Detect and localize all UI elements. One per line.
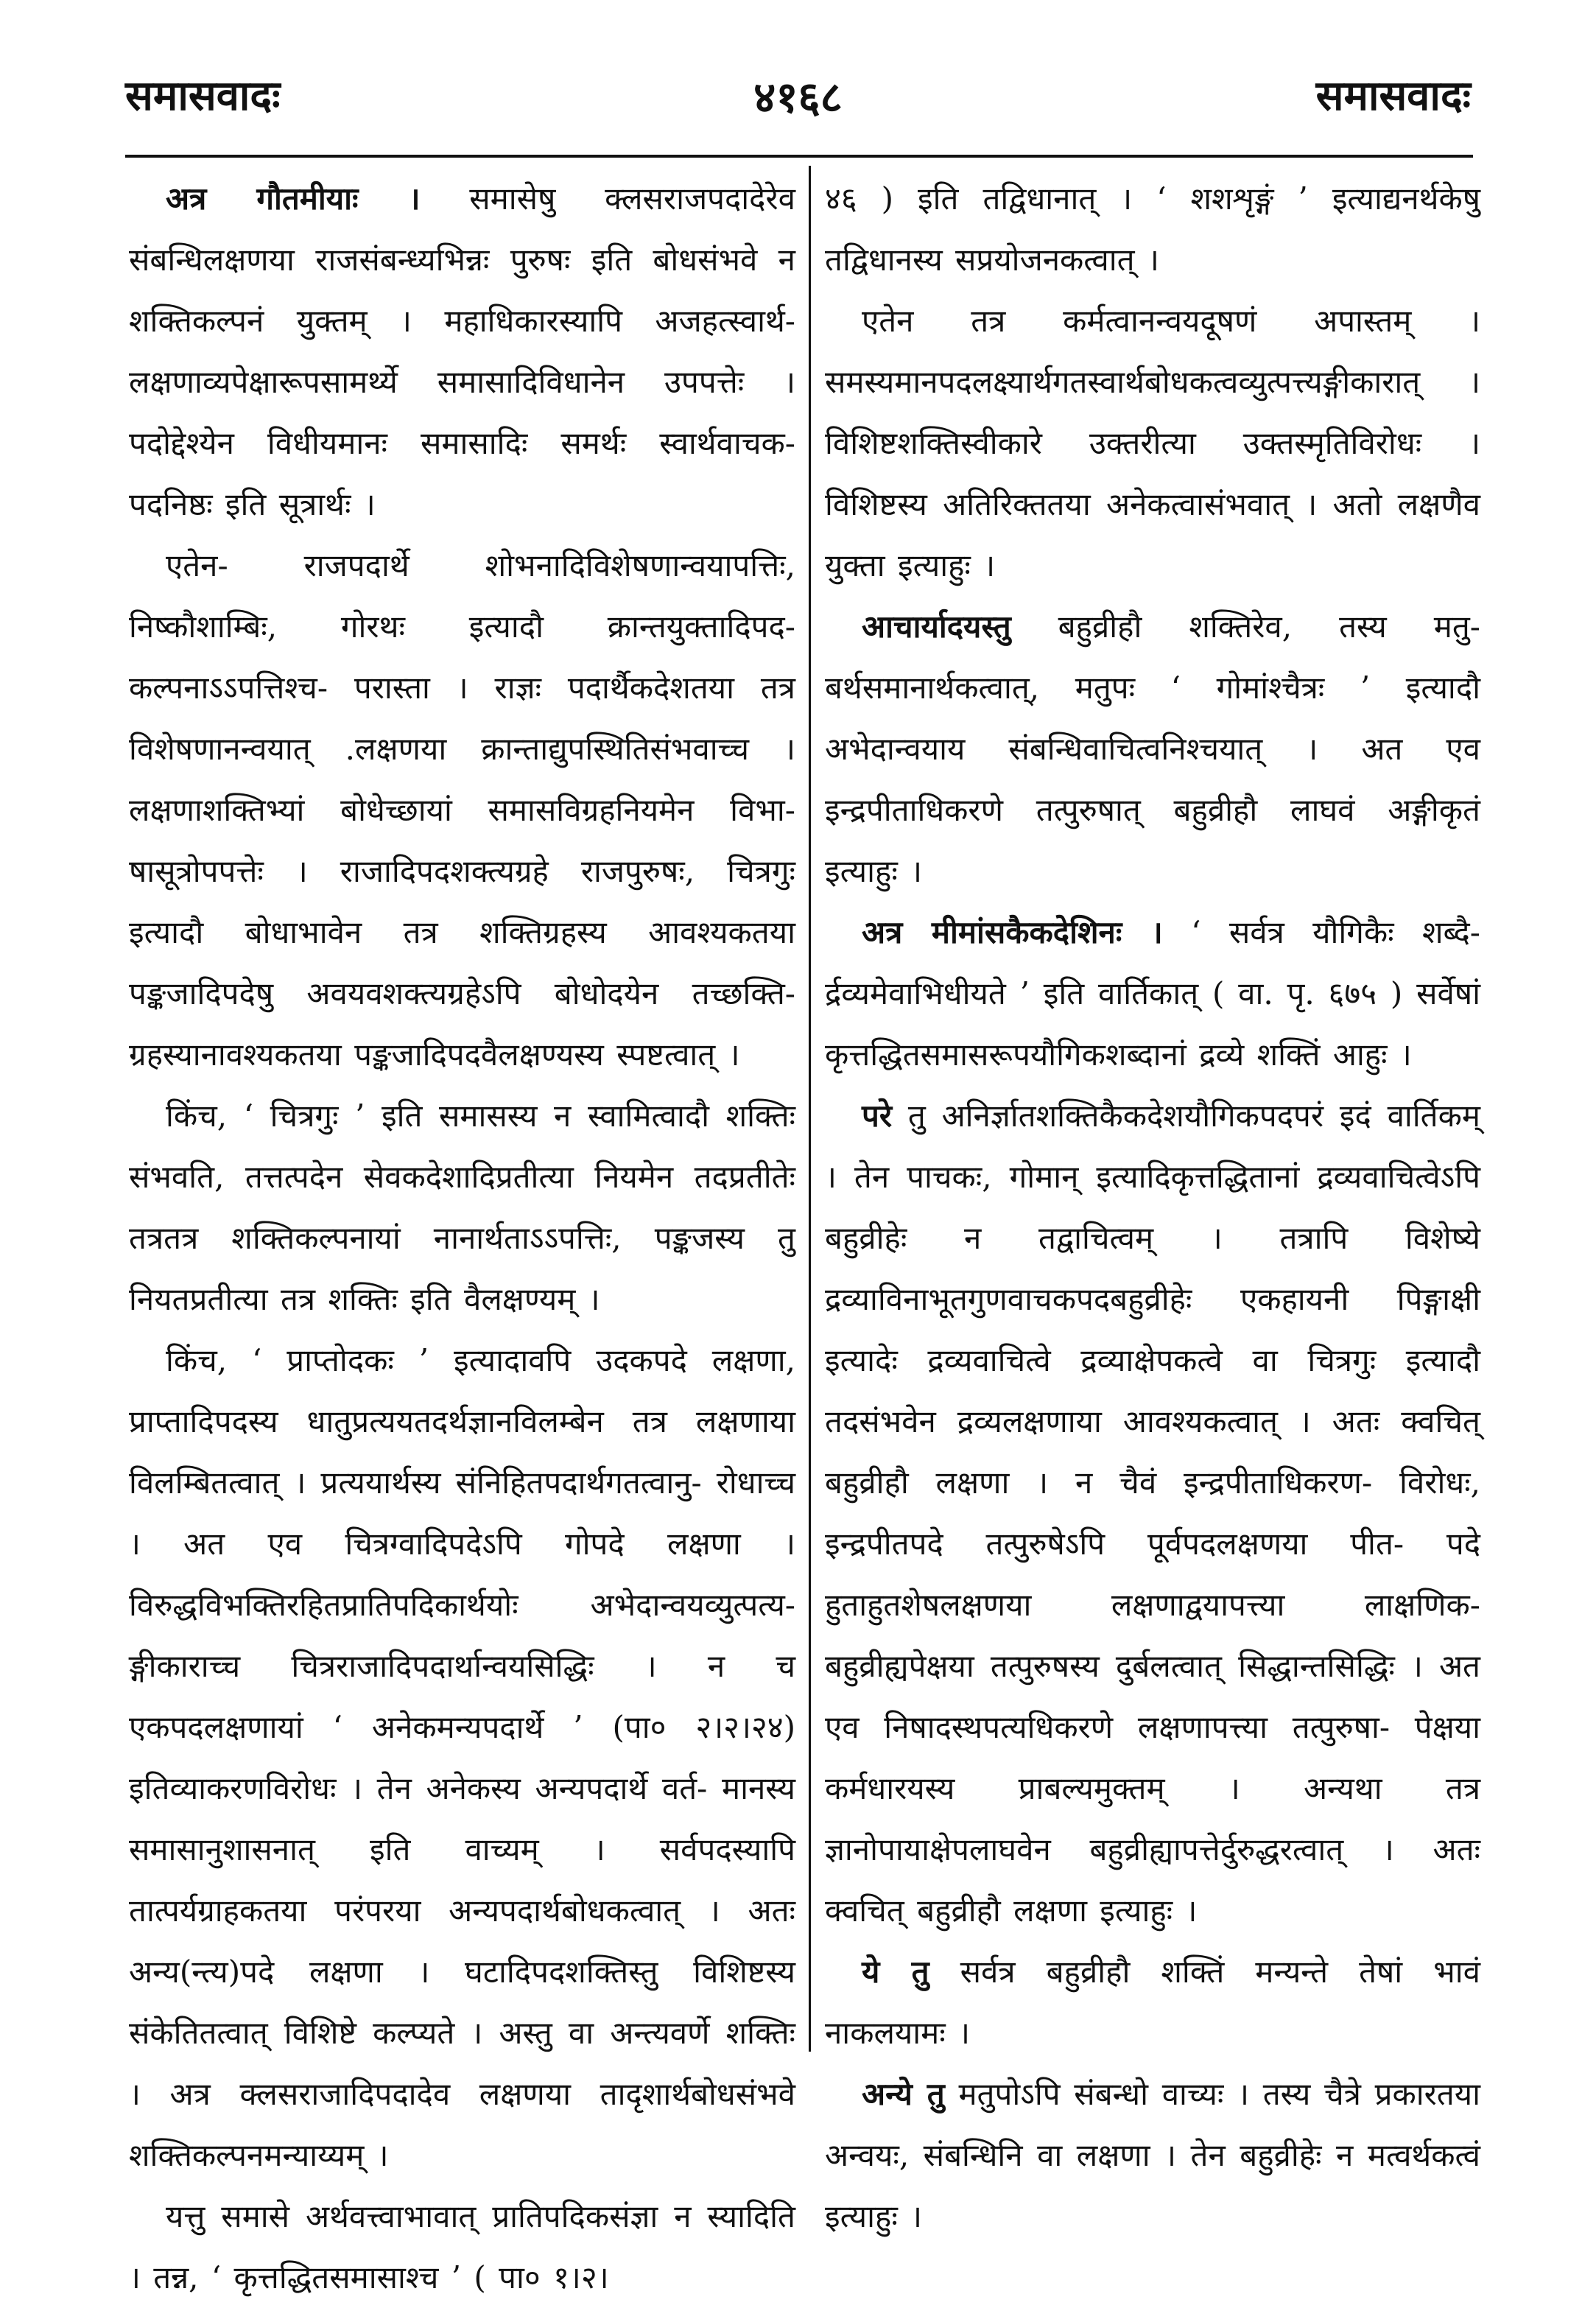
page-number: ४१६८ — [753, 72, 843, 122]
paragraph — [825, 1941, 1480, 2063]
paragraph-text: बहुव्रीहौ शक्तिरेव, तस्य मतु- बर्थसमानार्थकत्वात्, मतुपः ‘ गोमांश्चैत्रः ’ इत्यादौ अभेदान्वयाय संबन्धिवाचित्वनिश्चयात् । अत एव इन्द्रपीताधिकरणे तत्पुरुषात् बहुव्रीहौ लाघवं अङ्गीकृतं इत्याहुः । — [825, 608, 1480, 889]
paragraph — [825, 290, 1480, 596]
paragraph-lead: आचार्यादयस्तु — [862, 608, 1011, 645]
paragraph-lead: अत्र गौतमीयाः । — [166, 180, 421, 217]
paragraph-lead: परे — [862, 1098, 893, 1134]
column-divider — [809, 166, 811, 2052]
paragraph — [825, 902, 1480, 1085]
paragraph-text: तु अनिर्ज्ञातशक्तिकैकदेशयौगिकपदपरं इदं वार्तिकम् । तेन पाचकः, गोमान् इत्यादिकृत्तद्धितानां द्रव्यवाचित्वेऽपि बहुव्रीहेः न तद्वाचित्वम् । तत्रापि विशेष्ये द्रव्याविनाभूतगुणवाचकपदबहुव्रीहेः एकहायनी पिङ्गाक्षी इत्यादेः द्रव्यवाचित्वे द्रव्याक्षेपकत्वे वा चित्रगुः इत्यादौ तदसंभवेन द्रव्यलक्षणाया आवश्यकत्वात् । अतः क्वचित् बहुव्रीहौ लक्षणा । न चैवं इन्द्रपीताधिकरण- विरोधः, इन्द्रपीतपदे तत्पुरुषेऽपि पूर्वपदलक्षणया पीत- पदे हुताहुतशेषलक्षणया लक्षणाद्वयापत्त्या लाक्षणिक- बहुव्रीह्यपेक्षया तत्पुरुषस्य दुर्बलत्वात् सिद्धान्तसिद्धिः । अत एव निषादस्थपत्यधिकरणे लक्षणापत्त्या तत्पुरुषा- पेक्षया कर्मधारयस्य प्राबल्यमुक्तम् । अन्यथा तत्र ज्ञानोपायाक्षेपलाघवेन बहुव्रीह्यापत्तेर्दुरुद्धरत्वात् । अतः क्वचित् बहुव्रीहौ लक्षणा इत्याहुः । — [825, 1098, 1480, 1929]
paragraph-text: एतेन- राजपदार्थे शोभनादिविशेषणान्वयापत्तिः, निष्कौशाम्बिः, गोरथः इत्यादौ क्रान्तयुक्तादिपद- कल्पनाऽऽपत्तिश्च- परास्ता । राज्ञः पदार्थैकदेशतया तत्र विशेषणानन्वयात् .लक्षणया क्रान्ताद्युपस्थितिसंभवाच्च । लक्षणाशक्तिभ्यां बोधेच्छायां समासविग्रहनियमेन विभा- षासूत्रोपपत्तेः । राजादिपदशक्त्यग्रहे राजपुरुषः, चित्रगुः इत्यादौ बोधाभावेन तत्र शक्तिग्रहस्य आवश्यकतया पङ्कजादिपदेषु अवयवशक्त्यग्रहेऽपि बोधोदयेन तच्छक्ति- ग्रहस्यानावश्यकतया पङ्कजादिपदवैलक्षण्यस्य स्पष्टत्वात् । — [129, 547, 795, 1073]
paragraph — [825, 596, 1480, 902]
paragraph — [825, 2063, 1480, 2247]
right-column — [825, 168, 1480, 2247]
paragraph-text: ४६ ) इति तद्विधानात् । ‘ शशशृङ्गं ’ इत्याद्यनर्थकेषु तद्विधानस्य सप्रयोजनकत्वात् । — [825, 180, 1480, 278]
paragraph-lead: अन्ये तु — [862, 2076, 945, 2112]
paragraph-text: सर्वत्र बहुव्रीहौ शक्तिं मन्यन्ते तेषां भावं नाकलयामः । — [825, 1954, 1480, 2051]
paragraph — [129, 168, 795, 535]
left-column — [129, 168, 795, 2308]
paragraph-text: ‘ सर्वत्र यौगिकैः शब्दै- र्द्रव्यमेवाभिधीयते ’ इति वार्तिकात् ( वा. पृ. ६७५ ) सर्वेषां कृत्तद्धितसमासरूपयौगिकशब्दानां द्रव्ये शक्तिं आहुः । — [825, 914, 1480, 1073]
paragraph-lead: अत्र मीमांसकैकदेशिनः । — [862, 914, 1163, 950]
paragraph-text: किंच, ‘ प्राप्तोदकः ’ इत्यादावपि उदकपदे लक्षणा, प्राप्तादिपदस्य धातुप्रत्ययतदर्थज्ञानविलम्बेन तत्र लक्षणाया विलम्बितत्वात् । प्रत्ययार्थस्य संनिहितपदार्थगतत्वानु- रोधाच्च । अत एव चित्रग्वादिपदेऽपि गोपदे लक्षणा । विरुद्धविभक्तिरहितप्रातिपदिकार्थयोः अभेदान्वयव्युत्पत्य- ङ्गीकाराच्च चित्रराजादिपदार्थान्वयसिद्धिः । न च एकपदलक्षणायां ‘ अनेकमन्यपदार्थे ’ (पा० २।२।२४) इतिव्याकरणविरोधः । तेन अनेकस्य अन्यपदार्थे वर्त- मानस्य समासानुशासनात् इति वाच्यम् । सर्वपदस्यापि तात्पर्यग्राहकतया परंपरया अन्यपदार्थबोधकत्वात् । अतः अन्य(न्त्य)पदे लक्षणा । घटादिपदशक्तिस्तु विशिष्टस्य संकेतितत्वात् विशिष्टे कल्प्यते । अस्तु वा अन्त्यवर्णे शक्तिः । अत्र क्लसराजादिपदादेव लक्षणया तादृशार्थबोधसंभवे शक्तिकल्पनमन्याय्यम् । — [129, 1342, 795, 2173]
paragraph-text: एतेन तत्र कर्मत्वानन्वयदूषणं अपास्तम् । समस्यमानपदलक्ष्यार्थगतस्वार्थबोधकत्वव्युत्पत्त्यङ्गीकारात् । विशिष्टशक्तिस्वीकारे उक्तरीत्या उक्तस्मृतिविरोधः । विशिष्टस्य अतिरिक्ततया अनेकत्वासंभवात् । अतो लक्षणैव युक्ता इत्याहुः । — [825, 303, 1480, 583]
paragraph-text: समासेषु क्लसराजपदादेरेव संबन्धिलक्षणया राजसंबन्ध्यभिन्नः पुरुषः इति बोधसंभवे न शक्तिकल्पनं युक्तम् । महाधिकारस्यापि अजहत्स्वार्थ- लक्षणाव्यपेक्षारूपसामर्थ्ये समासादिविधानेन उपपत्तेः । पदोद्देश्येन विधीयमानः समासादिः समर्थः स्वार्थवाचक- पदनिष्ठः इति सूत्रार्थः । — [129, 180, 795, 522]
paragraph-text: मतुपोऽपि संबन्धो वाच्यः । तस्य चैत्रे प्रकारतया अन्वयः, संबन्धिनि वा लक्षणा । तेन बहुव्रीहेः न मत्वर्थकत्वं इत्याहुः । — [825, 2076, 1480, 2234]
paragraph-lead: ये तु — [862, 1954, 929, 1990]
running-head-right: समासवादः — [1315, 71, 1471, 120]
header-rule — [125, 155, 1473, 158]
paragraph — [129, 1085, 795, 1330]
paragraph — [129, 1330, 795, 2186]
page-header — [125, 66, 1471, 147]
paragraph — [825, 1085, 1480, 1941]
paragraph — [825, 168, 1480, 290]
paragraph-text: किंच, ‘ चित्रगुः ’ इति समासस्य न स्वामित्वादौ शक्तिः संभवति, तत्तत्पदेन सेवकदेशादिप्रतीत्या नियमेन तदप्रतीतेः तत्रतत्र शक्तिकल्पनायां नानार्थताऽऽपत्तिः, पङ्कजस्य तु नियतप्रतीत्या तत्र शक्तिः इति वैलक्षण्यम् । — [129, 1098, 795, 1317]
paragraph-text: यत्तु समासे अर्थवत्त्वाभावात् प्रातिपदिकसंज्ञा न स्यादिति । तन्न, ‘ कृत्तद्धितसमासाश्च ’ ( पा० १।२। — [129, 2198, 795, 2295]
running-head-left: समासवादः — [125, 71, 281, 120]
paragraph — [129, 535, 795, 1085]
paragraph — [129, 2186, 795, 2308]
